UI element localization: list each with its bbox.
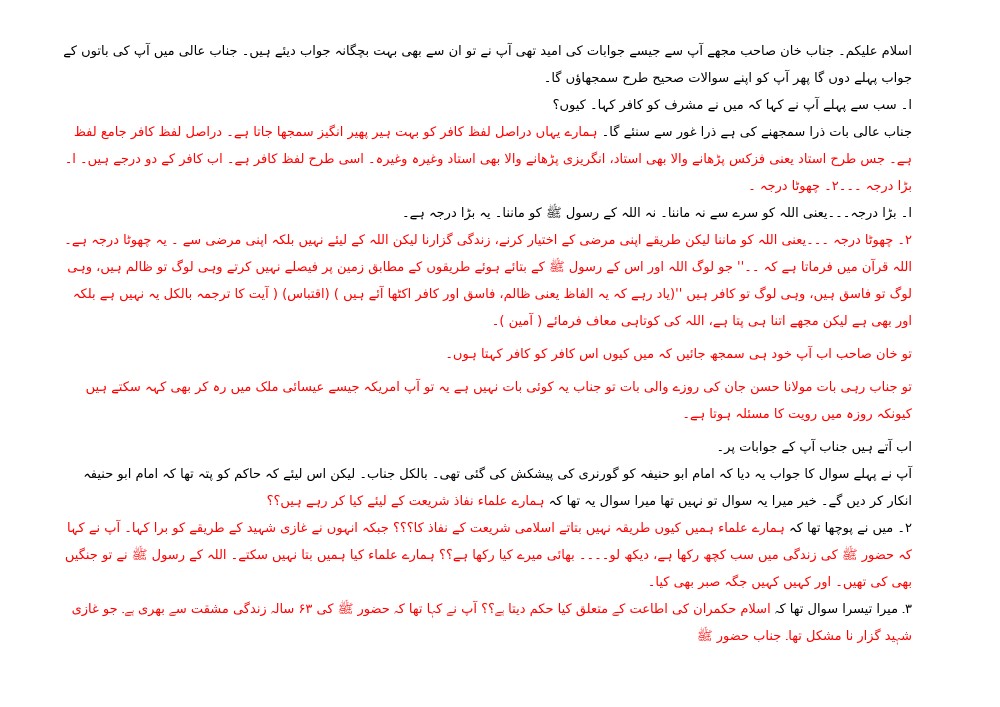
answers-intro-paragraph: اب آتے ہیں جناب آپ کے جوابات پر۔ [716,440,912,455]
first-question-lead: آپ نے پہلے سوال کا جواب یہ دیا کہ امام ابو حنیفہ کو گورنری کی پیشکش کی گئی تھی۔ بالکل جناب۔ لیکن اس لیئے کہ حاکم کو پتہ تھا کہ امام ابو حنیفہ انکار کر دیں گے۔ خیر میرا یہ سوال تو نہیں تھا میرا سوال یہ تھا کہ [83,467,912,509]
second-question-lead: ۲۔ میں نے پوچھا تھا کہ [789,521,912,536]
point-1-heading: ا۔ سب سے پہلے آپ نے کہا کہ میں نے مشرف کو کافر کہا۔ کیوں؟ [552,98,912,113]
third-question-lead: ۳۔ میرا تیسرا سوال تھا کہ [774,602,912,617]
kafir-explanation-paragraph [60,119,912,200]
quran-quote-paragraph: اللہ قرآن میں فرماتا ہے کہ ۔۔'' جو لوگ اللہ اور اس کے رسول ﷺ کے بتائے ہوئے طریقوں کے مطابق زمین پر فیصلے نہیں کرتے وہی لوگ تو ظالم ہیں، وہی لوگ تو فاسق ہیں، وہی لوگ تو کافر ہیں ''(یاد رہے کہ یہ الفاظ یعنی ظالم، فاسق اور کافر اکٹھا آئے ہیں ) (اقتباس) ( آیت کا ترجمہ بالکل یہ نہیں ہے بلکہ اور بھی ہے لیکن مجھے اتنا ہی پتا ہے، اللہ کی کوتاہی معاف فرمائے ( آمین )۔ [67,260,912,329]
minor-degree-paragraph: ۲۔ چھوٹا درجہ ۔۔۔یعنی اللہ کو ماننا لیکن طریقے اپنی مرضی کے اختیار کرنے، زندگی گزارنا لیکن اللہ کے لیئے نہیں بلکہ اپنی مرضی سے ۔ یہ چھوٹا درجہ ہے۔ [64,233,912,248]
major-degree-paragraph: ا۔ بڑا درجہ۔۔۔یعنی اللہ کو سرے سے نہ ماننا۔ نہ اللہ کے رسول ﷺ کو ماننا۔ یہ بڑا درجہ ہے۔ [402,206,912,221]
conclusion-paragraph: تو خان صاحب اب آپ خود ہی سمجھ جائیں کہ میں کیوں اس کافر کو کافر کہتا ہوں۔ [445,347,912,362]
kafir-explanation-body: ہمارے یہاں دراصل لفظ کافر کو بہت ہیر پھیر انگیز سمجھا جاتا ہے۔ دراصل لفظ کافر جامع لفظ ہے۔ جس طرح استاد یعنی فزکس پڑھانے والا بھی استاد، انگریزی پڑھانے والا بھی استاد وغیرہ وغیرہ۔ اسی طرح لفظ کافر ہے۔ اب کافر کے دو درجے ہیں۔ ا۔ بڑا درجہ ۔۔۔۲۔ چھوٹا درجہ ۔ [64,125,912,194]
third-question-paragraph [60,596,912,650]
fasting-paragraph: تو جناب رہی بات مولانا حسن جان کی روزے والی بات تو جناب یہ کوئی بات نہیں ہے یہ تو آپ امریکہ جیسے عیسائی ملک میں رہ کر بھی کہہ سکتے ہیں کیونکہ روزہ میں رویت کا مسئلہ ہوتا ہے۔ [85,380,912,422]
second-question-paragraph [60,515,912,596]
third-question-highlight: اسلام حکمران کی اطاعت کے متعلق کیا حکم دیتا ہے؟؟ آپ نے کہا تھا کہ حضور ﷺ کی ۶۳ سالہ زندگی مشقت سے بھری ہے۔ جو غازی شہید گزار نا مشکل تھا۔ جناب حضور ﷺ [71,602,912,644]
second-question-highlight: ہمارے علماء ہمیں کیوں طریقہ نہیں بتاتے اسلامی شریعت کے نفاذ کا؟؟؟ جبکہ انہوں نے غازی شہید کے طریقے کو برا کہا۔ آپ نے کہا کہ حضور ﷺ کی زندگی میں سب کچھ رکھا ہے، دیکھ لو۔۔۔۔ بھائی میرے کیا رکھا ہے؟؟ ہمارے علماء کیا ہمیں بتا نہیں سکتے۔ اللہ کے رسول ﷺ نے تو جنگیں بھی کی تھیں۔ اور کہیں کہیں جگہ صبر بھی کیا۔ [64,521,912,590]
kafir-explanation-lead: جناب عالی بات ذرا سمجھنے کی ہے ذرا غور سے سنئے گا۔ [601,125,912,140]
greeting-paragraph: اسلام علیکم۔ جناب خان صاحب مجھے آپ سے جیسے جوابات کی امید تھی آپ نے تو ان سے بھی بہت بچگانہ جواب دیئے ہیں۔ جناب عالی میں آپ کی باتوں کے جواب پہلے دوں گا پھر آپ کو اپنے سوالات صحیح طرح سمجھاؤں گا۔ [63,44,912,86]
first-question-paragraph [60,461,912,515]
first-question-highlight: ہمارے علماء نفاذ شریعت کے لیئے کیا کر رہے ہیں؟؟ [266,494,545,509]
